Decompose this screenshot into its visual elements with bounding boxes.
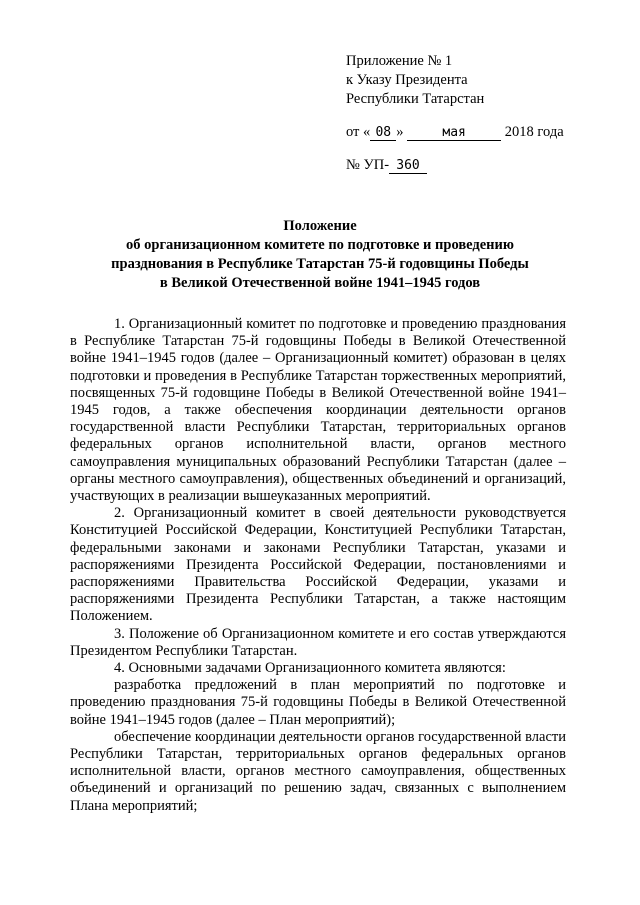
annex-line-1: Приложение № 1 <box>346 53 453 69</box>
number-value: 360 <box>389 158 427 174</box>
paragraph: 4. Основными задачами Организационного комитета являются: <box>114 660 506 677</box>
annex-line-2: к Указу Президента <box>346 72 468 88</box>
date-mid: » <box>396 124 404 140</box>
paragraph: обеспечение координации деятельности органов государственной власти Республики Татарстан, территориальных органов федеральных органов исполнительной власти, органов местного самоуправления, общественных объединений и организаций по решению задач, связанных с выполнением Плана мероприятий; <box>70 728 566 814</box>
document-title <box>70 217 570 293</box>
annex-header <box>346 52 564 175</box>
title-line-1: Положение <box>283 218 357 234</box>
date-year: 2018 года <box>504 124 564 140</box>
date-month: мая <box>407 125 501 141</box>
title-line-4: в Великой Отечественной войне 1941–1945 годов <box>159 275 481 291</box>
paragraph: 1. Организационный комитет по подготовке и проведению празднования в Республике Татарстан 75-й годовщины Победы в Великой Отечественной войне 1941–1945 годов (далее – Организационный комитет) образован в целях подготовки и проведения в Республике Татарстан торжественных мероприятий, посвященных 75-й годовщине Победы в Великой Отечественной войне 1941–1945 годов, а также обеспечения координации деятельности органов государственной власти Республики Татарстан, территориальных органов федеральных органов исполнительной власти, органов местного самоуправления муниципальных образований Республики Татарстан (далее – органы местного самоуправления), общественных объединений и организаций, участвующих в реализации вышеуказанных мероприятий. <box>70 316 566 505</box>
paragraph: 3. Положение об Организационном комитете и его состав утверждаются Президентом Республики Татарстан. <box>70 625 566 659</box>
paragraph: 2. Организационный комитет в своей деятельности руководствуется Конституцией Российской Федерации, Конституцией Республики Татарстан, федеральными законами и законами Республики Татарстан, указами и распоряжениями Президента Российской Федерации, постановлениями и распоряжениями Правительства Российской Федерации, указами и распоряжениями Президента Республики Татарстан, а также настоящим Положением. <box>70 505 566 625</box>
title-line-2: об организационном комитете по подготовке и проведению <box>126 237 514 253</box>
annex-date <box>346 123 564 142</box>
document-body <box>70 316 566 815</box>
number-prefix: № УП- <box>346 157 390 173</box>
title-line-3: празднования в Республике Татарстан 75-й годовщины Победы <box>111 256 529 272</box>
paragraph: разработка предложений в план мероприятий по подготовке и проведению празднования 75-й годовщины Победы в Великой Отечественной войне 1941–1945 годов (далее – План мероприятий); <box>70 677 566 728</box>
annex-line-3: Республики Татарстан <box>346 91 485 107</box>
date-prefix: от « <box>346 124 371 140</box>
date-day: 08 <box>370 125 396 141</box>
annex-number <box>346 156 564 175</box>
